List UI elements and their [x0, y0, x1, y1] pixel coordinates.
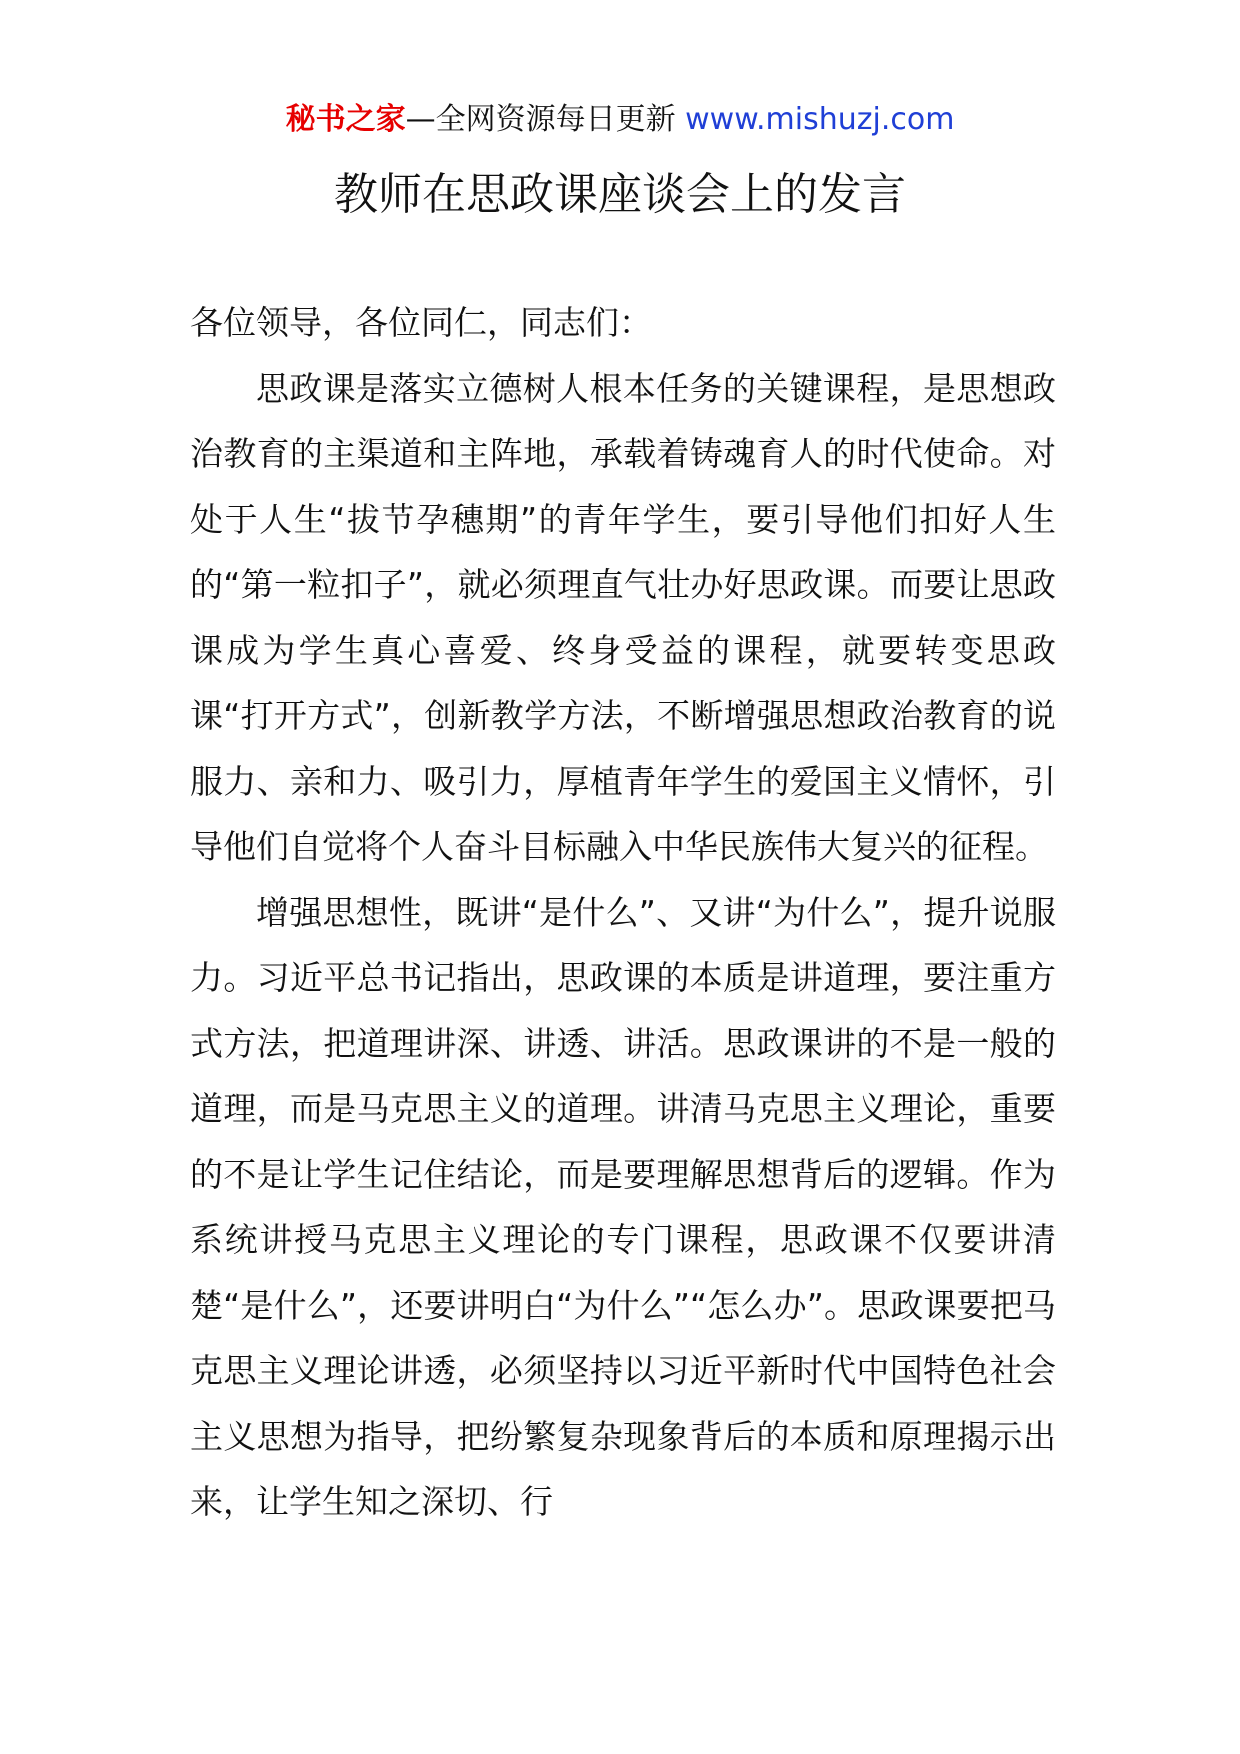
- salutation: 各位领导，各位同仁，同志们：: [190, 303, 652, 342]
- paragraph-2: 增强思想性，既讲“是什么”、又讲“为什么”，提升说服力。习近平总书记指出，思政课的本质是讲道理，要注重方式方法，把道理讲深、讲透、讲活。思政课讲的不是一般的道理，而是马克思主义的道理。讲清马克思主义理论，重要的不是让学生记住结论，而是要理解思想背后的逻辑。作为系统讲授马克思主义理论的专门课程，思政课不仅要讲清楚“是什么”，还要讲明白“为什么”“怎么办”。思政课要把马克思主义理论讲透，必须坚持以习近平新时代中国特色社会主义思想为指导，把纷繁复杂现象背后的本质和原理揭示出来，让学生知之深切、行: [190, 892, 1056, 1521]
- paragraph-1: 思政课是落实立德树人根本任务的关键课程，是思想政治教育的主渠道和主阵地，承载着铸魂育人的时代使命。对处于人生“拔节孕穗期”的青年学生，要引导他们扣好人生的“第一粒扣子”，就必须理直气壮办好思政课。而要让思政课成为学生真心喜爱、终身受益的课程，就要转变思政课“打开方式”，创新教学方法，不断增强思想政治教育的说服力、亲和力、吸引力，厚植青年学生的爱国主义情怀，引导他们自觉将个人奋斗目标融入中华民族伟大复兴的征程。: [190, 368, 1056, 866]
- brand-name: 秘书之家: [285, 102, 406, 137]
- document-title: 教师在思政课座谈会上的发言: [334, 169, 906, 220]
- header-tagline: —全网资源每日更新: [405, 102, 686, 137]
- page-header: [0, 100, 1240, 140]
- site-url-link[interactable]: www.mishuzj.com: [685, 102, 955, 137]
- document-body: [190, 290, 1056, 1535]
